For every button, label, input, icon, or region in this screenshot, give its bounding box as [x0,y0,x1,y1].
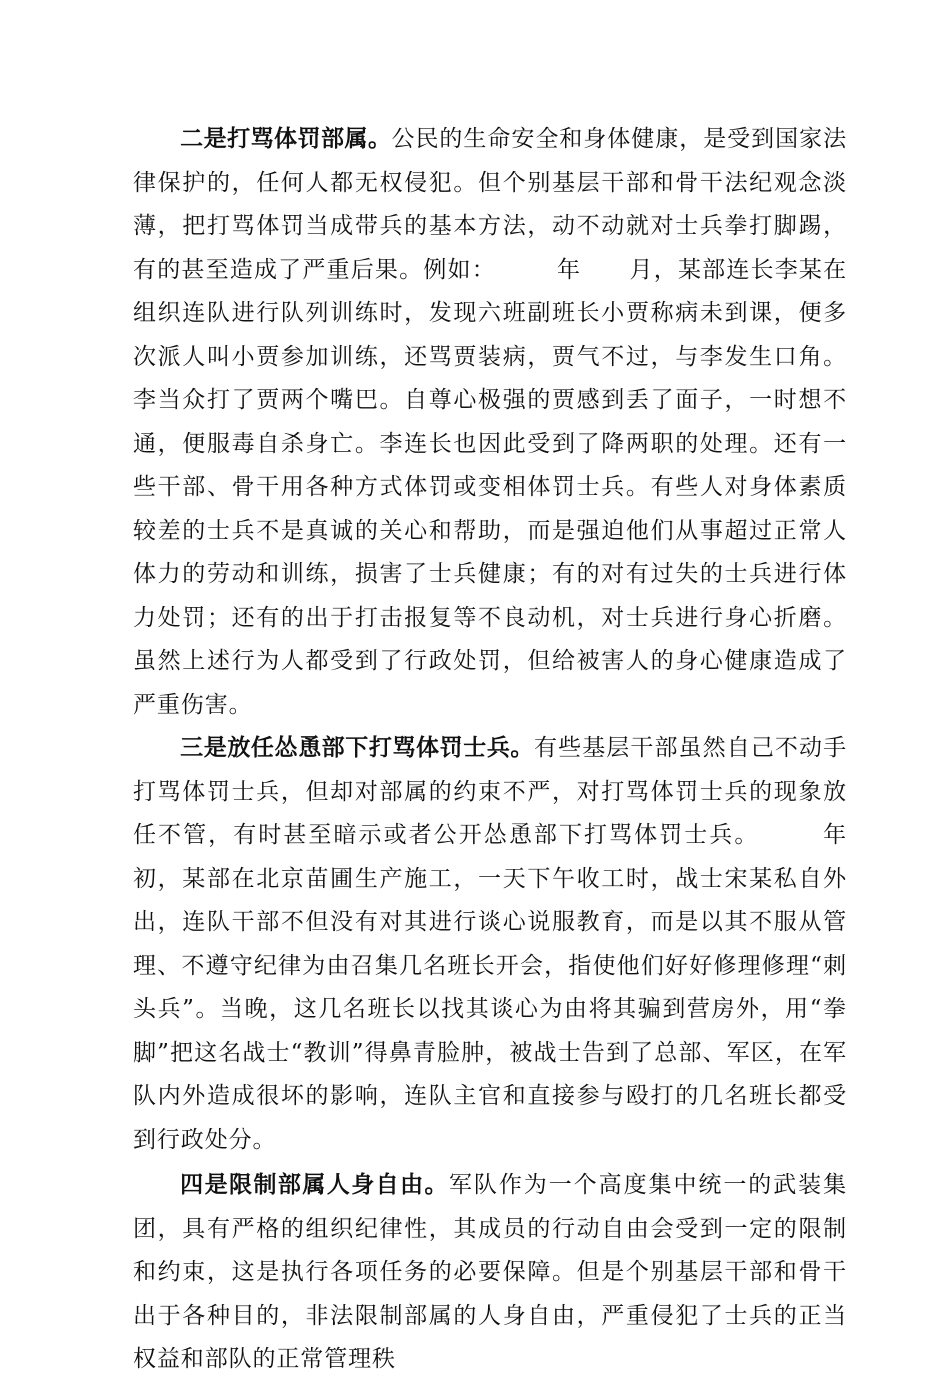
document-page [133,118,847,1382]
paragraph-body: 公民的生命安全和身体健康，是受到国家法律保护的，任何人都无权侵犯。但个别基层干部和骨干法纪观念淡薄，把打骂体罚当成带兵的基本方法，动不动就对士兵拳打脚踢，有的甚至造成了严重后果。例如： 年 月，某部连长李某在组织连队进行队列训练时，发现六班副班长小贾称病未到课，便多次派人叫小贾参加训练，还骂贾装病，贾气不过，与李发生口角。李当众打了贾两个嘴巴。自尊心极强的贾感到丢了面子，一时想不通，便服毒自杀身亡。李连长也因此受到了降两职的处理。还有一些干部、骨干用各种方式体罚或变相体罚士兵。有些人对身体素质较差的士兵不是真诚的关心和帮助，而是强迫他们从事超过正常人体力的劳动和训练，损害了士兵健康；有的对有过失的士兵进行体力处罚；还有的出于打击报复等不良动机，对士兵进行身心折磨。虽然上述行为人都受到了行政处罚，但给被害人的身心健康造成了严重伤害。 [133,126,847,718]
paragraph-condoning-subordinates [133,727,847,1162]
paragraph-heading: 二是打骂体罚部属。 [180,126,392,152]
paragraph-beating-and-corporal-punishment [133,118,847,727]
paragraph-body: 有些基层干部虽然自己不动手打骂体罚士兵，但却对部属的约束不严，对打骂体罚士兵的现象放任不管，有时甚至暗示或者公开怂恿部下打骂体罚士兵。 年初，某部在北京苗圃生产施工，一天下午收工时，战士宋某私自外出，连队干部不但没有对其进行谈心说服教育，而是以其不服从管理、不遵守纪律为由召集几名班长开会，指使他们好好修理修理“刺头兵”。当晚，这几名班长以找其谈心为由将其骗到营房外，用“拳脚”把这名战士“教训”得鼻青脸肿，被战士告到了总部、军区，在军队内外造成很坏的影响，连队主官和直接参与殴打的几名班长都受到行政处分。 [133,735,848,1153]
paragraph-body: 军队作为一个高度集中统一的武装集团，具有严格的组织纪律性，其成员的行动自由会受到一定的限制和约束，这是执行各项任务的必要保障。但是个别基层干部和骨干出于各种目的，非法限制部属的人身自由，严重侵犯了士兵的正当权益和部队的正常管理秩 [133,1172,847,1372]
paragraph-restricting-personal-freedom [133,1164,847,1382]
paragraph-heading: 三是放任怂恿部下打骂体罚士兵。 [180,735,535,761]
paragraph-heading: 四是限制部属人身自由。 [180,1172,449,1198]
